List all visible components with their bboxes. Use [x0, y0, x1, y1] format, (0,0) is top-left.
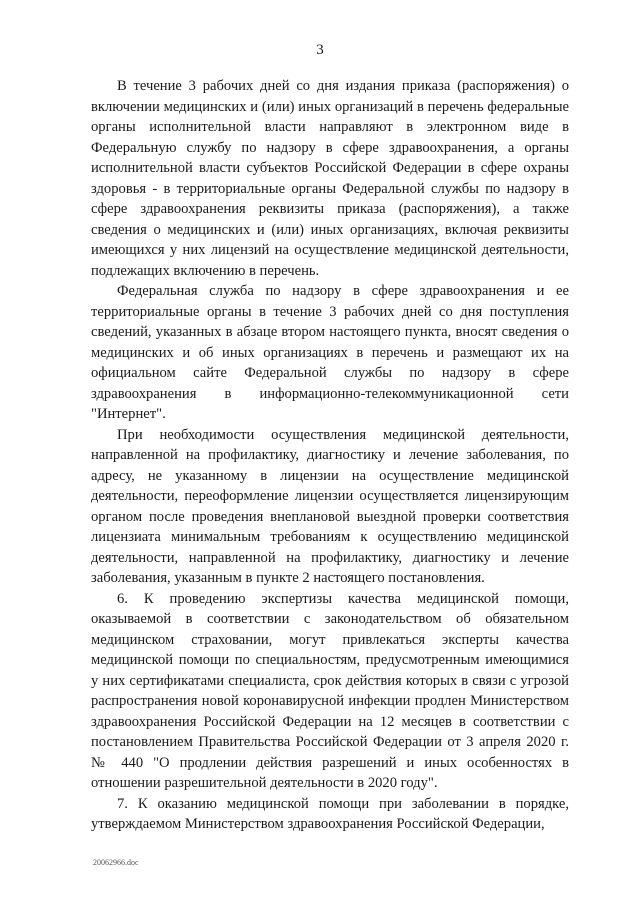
paragraph-submission-deadline: В течение 3 рабочих дней со дня издания приказа (распоряжения) о включении медицинских и (или) иных организаций в перечень федеральные органы исполнительной власти направляют в электронном виде в Федеральную службу по надзору в сфере здравоохранения, а органы исполнительной власти субъектов Российской Федерации в сфере охраны здоровья - в территориальные органы Федеральной службы по надзору в сфере здравоохранения реквизиты приказа (распоряжения), а также сведения о медицинских и (или) иных организациях, включая реквизиты имеющихся у них лицензий на осуществление медицинской деятельности, подлежащих включению в перечень.: [91, 78, 569, 279]
paragraph-item-6-quality-expertise: 6. К проведению экспертизы качества медицинской помощи, оказываемой в соответствии с законодательством об обязательном медицинском страховании, могут привлекаться эксперты качества медицинской помощи по специальностям, предусмотренным имеющимися у них сертификатами специалиста, срок действия которых в связи с угрозой распространения новой коронавирусной инфекции продлен Министерством здравоохранения Российской Федерации на 12 месяцев в соответствии с постановлением Правительства Российской Федерации от 3 апреля 2020 г. № 440 "О продлении действия разрешений и иных особенностях в отношении разрешительной деятельности в 2020 году".: [91, 590, 569, 791]
page-number: 3: [316, 42, 324, 58]
document-body: [91, 76, 569, 835]
paragraph-roszdravnadzor-registry: Федеральная служба по надзору в сфере здравоохранения и ее территориальные органы в течение 3 рабочих дней со дня поступления сведений, указанных в абзаце втором настоящего пункта, вносят сведения о медицинских и об иных организациях в перечень и размещают их на официальном сайте Федеральной службы по надзору в сфере здравоохранения в информационно-телекоммуникационной сети "Интернет".: [91, 283, 569, 422]
document-file-code: 20062966.doc: [93, 858, 139, 867]
paragraph-item-7-medical-care: 7. К оказанию медицинской помощи при заболевании в порядке, утверждаемом Министерством здравоохранения Российской Федерации,: [91, 795, 569, 832]
paragraph-license-reissue: При необходимости осуществления медицинской деятельности, направленной на профилактику, диагностику и лечение заболевания, по адресу, не указанному в лицензии на осуществление медицинской деятельности, переоформление лицензии осуществляется лицензирующим органом после проведения внеплановой выездной проверки соответствия лицензиата минимальным требованиям к осуществлению медицинской деятельности, направленной на профилактику, диагностику и лечение заболевания, указанным в пункте 2 настоящего постановления.: [91, 426, 569, 586]
